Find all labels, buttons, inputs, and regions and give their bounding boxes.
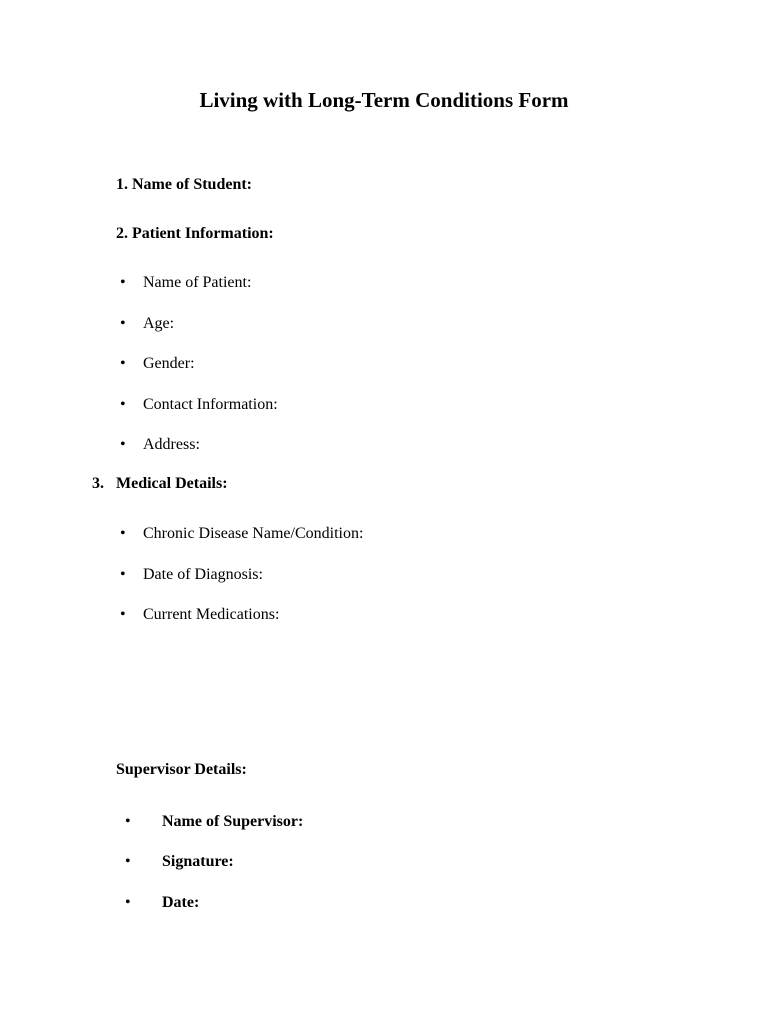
section-name-of-student: 1. Name of Student: xyxy=(116,176,252,193)
bullet-marker: • xyxy=(120,606,126,623)
bullet-marker: • xyxy=(120,315,126,332)
bullet-marker: • xyxy=(125,813,131,830)
form-title: Living with Long-Term Conditions Form xyxy=(199,88,569,112)
field-current-medications: Current Medications: xyxy=(143,606,280,623)
field-age: Age: xyxy=(143,315,175,332)
bullet-marker: • xyxy=(125,853,131,870)
bullet-marker: • xyxy=(120,525,126,542)
field-name-of-supervisor: Name of Supervisor: xyxy=(162,813,304,830)
bullet-marker: • xyxy=(120,355,126,372)
field-signature: Signature: xyxy=(162,853,234,870)
bullet-marker: • xyxy=(120,566,126,583)
bullet-marker: • xyxy=(120,396,126,413)
field-date: Date: xyxy=(162,894,200,911)
bullet-marker: • xyxy=(120,436,126,453)
field-name-of-patient: Name of Patient: xyxy=(143,274,252,291)
bullet-marker: • xyxy=(120,274,126,291)
section-medical-details: Medical Details: xyxy=(116,475,228,492)
field-date-of-diagnosis: Date of Diagnosis: xyxy=(143,566,263,583)
field-address: Address: xyxy=(143,436,200,453)
field-contact-information: Contact Information: xyxy=(143,396,278,413)
section-supervisor-details: Supervisor Details: xyxy=(116,761,247,778)
section-patient-information: 2. Patient Information: xyxy=(116,225,274,242)
field-gender: Gender: xyxy=(143,355,195,372)
section-medical-details-number: 3. xyxy=(92,475,104,492)
field-chronic-disease: Chronic Disease Name/Condition: xyxy=(143,525,364,542)
bullet-marker: • xyxy=(125,894,131,911)
